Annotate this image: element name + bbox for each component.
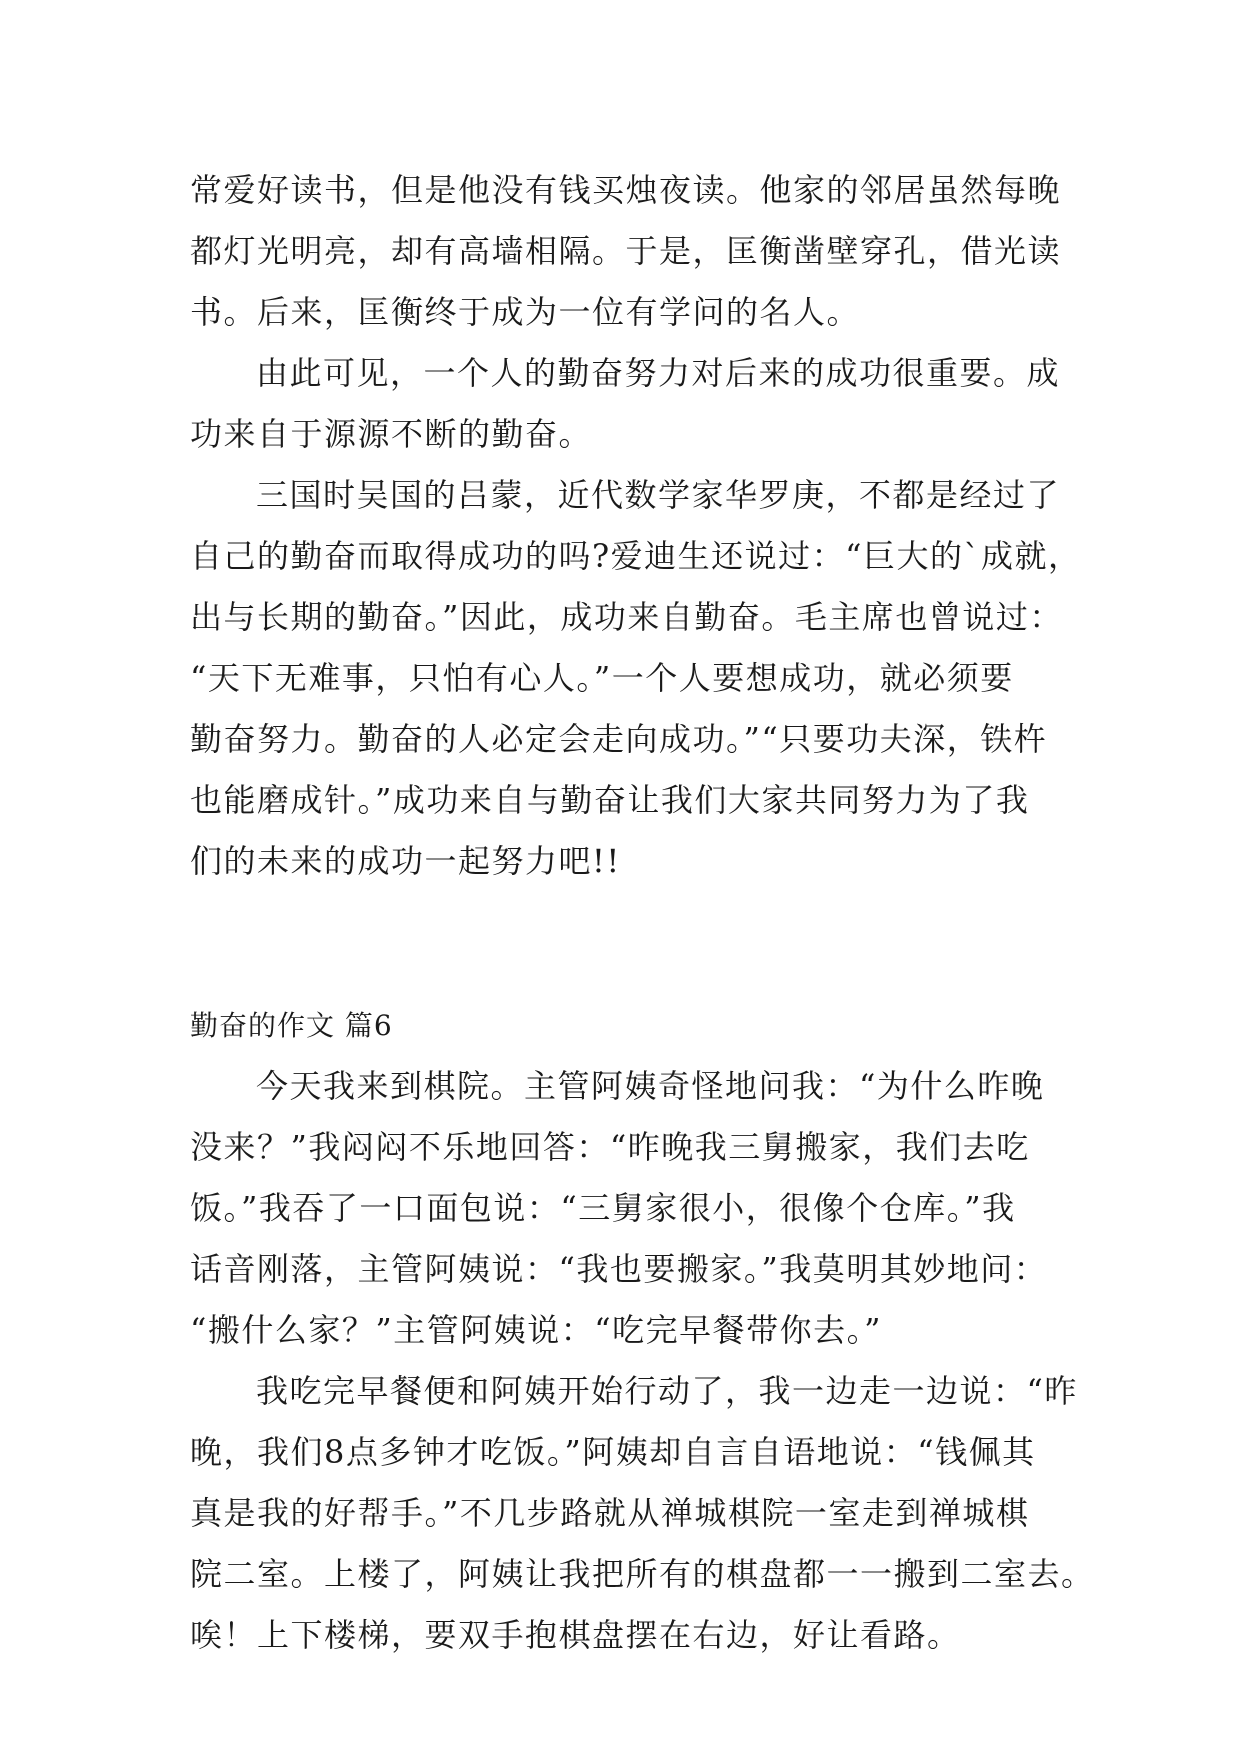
section-title: 勤奋的作文 篇6 xyxy=(190,1009,393,1042)
text-line: 也能磨成针。”成功来自与勤奋让我们大家共同努力为了我 xyxy=(190,781,1030,819)
text-line: 我吃完早餐便和阿姨开始行动了，我一边走一边说：“昨 xyxy=(256,1372,1078,1410)
text-line: “搬什么家？”主管阿姨说：“吃完早餐带你去。” xyxy=(190,1311,882,1349)
text-line: 饭。”我吞了一口面包说：“三舅家很小，很像个仓库。”我 xyxy=(190,1189,1016,1227)
text-line: 由此可见，一个人的勤奋努力对后来的成功很重要。成 xyxy=(256,354,1061,392)
text-line: 真是我的好帮手。”不几步路就从禅城棋院一室走到禅城棋 xyxy=(190,1494,1030,1532)
text-line: 勤奋努力。勤奋的人必定会走向成功。”“只要功夫深，铁杵 xyxy=(190,720,1048,758)
paragraph xyxy=(190,343,1070,465)
text-line: 晚，我们8点多钟才吃饭。”阿姨却自言自语地说：“钱佩其 xyxy=(190,1433,1036,1471)
text-line: 三国时吴国的吕蒙，近代数学家华罗庚，不都是经过了 xyxy=(256,476,1061,514)
text-line: 都灯光明亮，却有高墙相隔。于是，匡衡凿壁穿孔，借光读 xyxy=(190,232,1062,270)
section-spacer xyxy=(190,892,1070,995)
text-line: 们的未来的成功一起努力吧!! xyxy=(190,842,621,880)
paragraph xyxy=(190,465,1082,892)
text-line: 院二室。上楼了，阿姨让我把所有的棋盘都一一搬到二室去。 xyxy=(190,1555,1095,1593)
text-line: 话音刚落，主管阿姨说：“我也要搬家。”我莫明其妙地问： xyxy=(190,1250,1048,1288)
text-line: 常爱好读书，但是他没有钱买烛夜读。他家的邻居虽然每晚 xyxy=(190,171,1062,209)
text-line: 没来？”我闷闷不乐地回答：“昨晚我三舅搬家，我们去吃 xyxy=(190,1128,1030,1166)
text-line: 今天我来到棋院。主管阿姨奇怪地问我：“为什么昨晚 xyxy=(256,1067,1045,1105)
text-line: “天下无难事，只怕有心人。”一个人要想成功，就必须要 xyxy=(190,659,1014,697)
paragraph xyxy=(190,160,1070,343)
document-body xyxy=(190,160,1095,1666)
paragraph xyxy=(190,1056,1070,1361)
text-line: 出与长期的勤奋。”因此，成功来自勤奋。毛主席也曾说过： xyxy=(190,598,1063,636)
text-line: 书。后来，匡衡终于成为一位有学问的名人。 xyxy=(190,293,861,331)
paragraph xyxy=(190,1361,1095,1666)
text-line: 自己的勤奋而取得成功的吗?爱迪生还说过：“巨大的`成就， xyxy=(190,537,1082,575)
text-line: 唉！上下楼梯，要双手抱棋盘摆在右边，好让看路。 xyxy=(190,1616,961,1654)
text-line: 功来自于源源不断的勤奋。 xyxy=(190,415,593,453)
